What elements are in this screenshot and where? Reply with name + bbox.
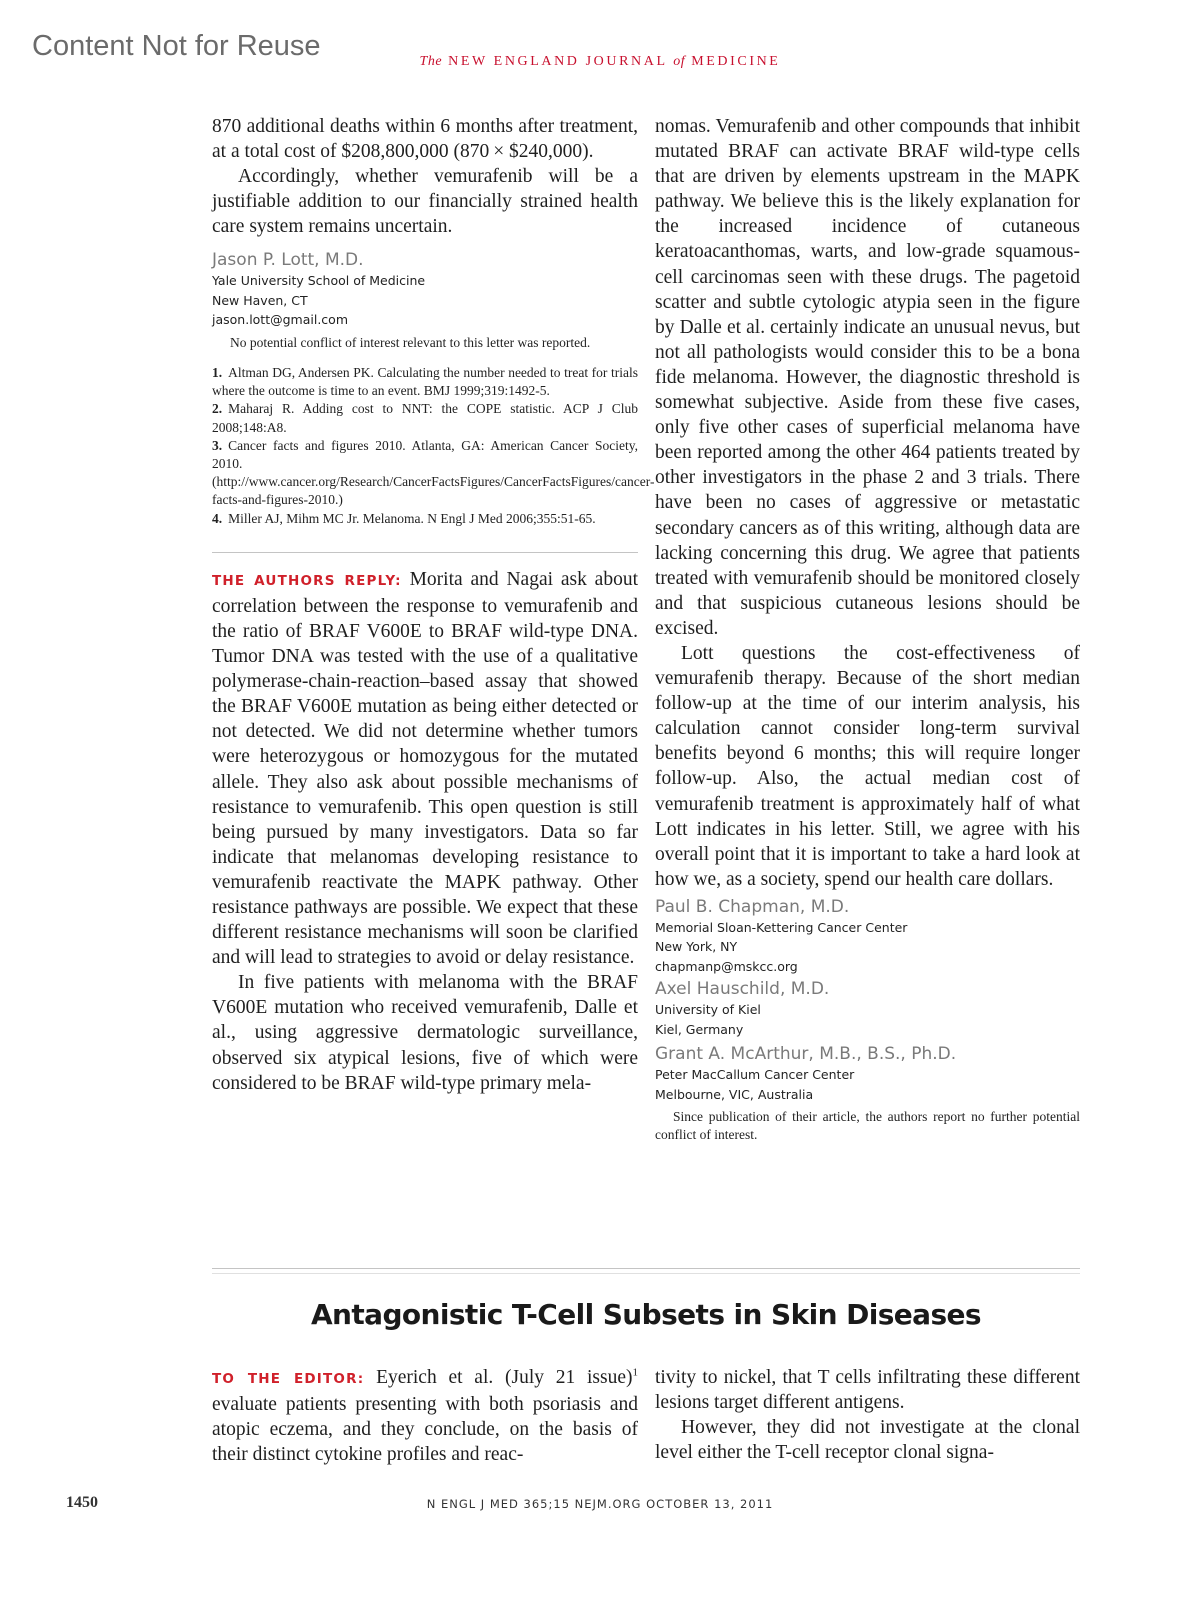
article-title: Antagonistic T-Cell Subsets in Skin Diseases <box>310 1298 982 1331</box>
to-the-editor-label: TO THE EDITOR: <box>212 1371 365 1387</box>
journal-main: NEW ENGLAND JOURNAL <box>448 54 668 69</box>
article-paragraph-1: TO THE EDITOR: Eyerich et al. (July 21 issue)$^1$ evaluate patients presenting with both psoriasis and atopic eczema, and they conclude, on the basis of their distinct cytokine profiles and reac- <box>212 1366 638 1466</box>
article-paragraph-2: tivity to nickel, that T cells infiltrating these different lesions target different antigens. <box>655 1367 1080 1414</box>
authors-reply-paragraph-2: In five patients with melanoma with the BRAF V600E mutation who received vemurafenib, Dalle et al., using aggressive dermatologic surveillance, observed six atypical lesions, five of which were considered to be BRAF wild-type primary mela- <box>212 972 638 1094</box>
author-city: Melbourne, VIC, Australia <box>655 1086 814 1102</box>
article-divider <box>212 1268 1080 1269</box>
page-number: 1450 <box>66 1494 98 1511</box>
author-name: Paul B. Chapman, M.D. <box>655 896 850 917</box>
signature-name: Jason P. Lott, M.D. <box>212 250 364 271</box>
reference-item: 1. Altman DG, Andersen PK. Calculating the number needed to treat for trials where the outcome is time to an event. BMJ 1999;319:1492-5. <box>212 364 638 399</box>
signature-city: New Haven, CT <box>212 292 308 308</box>
section-divider <box>212 552 638 553</box>
journal-of: of <box>673 54 686 69</box>
author-name: Axel Hauschild, M.D. <box>655 979 830 1000</box>
author-email[interactable]: chapmanp@mskcc.org <box>655 958 798 974</box>
reference-item: 4. Miller AJ, Mihm MC Jr. Melanoma. N Engl J Med 2006;355:51-65. <box>212 510 596 526</box>
article-right-column <box>655 1365 1080 1465</box>
signature-email[interactable]: jason.lott@gmail.com <box>212 312 348 328</box>
left-column <box>212 114 655 1096</box>
author-city: Kiel, Germany <box>655 1021 744 1037</box>
journal-header <box>0 54 1200 70</box>
left-paragraph-2: Accordingly, whether vemurafenib will be a justifiable addition to our financially strained health care system remains uncertain. <box>212 166 638 238</box>
article-left-column <box>212 1365 638 1467</box>
author-affiliation: University of Kiel <box>655 1002 761 1018</box>
signature-affiliation: Yale University School of Medicine <box>212 273 426 289</box>
authors-reply-paragraph-1: THE AUTHORS REPLY: Morita and Nagai ask about correlation between the response to vemurafenib and the ratio of BRAF V600E to BRAF wild-type DNA. Tumor DNA was tested with the use of a qualitative polymerase-chain-reaction–based assay that showed the BRAF V600E mutation as being either detected or not detected. We did not determine whether tumors were heterozygous or homozygous for the mutated allele. They also ask about possible mechanisms of resistance to vemurafenib. This open question is still being pursued by many investigators. Data so far indicate that melanomas developing resistance to vemurafenib reactivate the MAPK pathway. Other resistance pathways are possible. We expect that these different resistance mechanisms will soon be clarified and will lead to strategies to avoid or delay resistance. <box>212 568 638 969</box>
reference-item: 2. Maharaj R. Adding cost to NNT: the COPE statistic. ACP J Club 2008;148:A8. <box>212 401 638 435</box>
right-column <box>655 114 1080 1144</box>
author-affiliation: Peter MacCallum Cancer Center <box>655 1067 855 1083</box>
author-affiliation: Memorial Sloan-Kettering Cancer Center <box>655 919 908 935</box>
right-paragraph-1: nomas. Vemurafenib and other compounds that inhibit mutated BRAF can activate BRAF wild-type cells that are driven by elements upstream in the MAPK pathway. We believe this is the likely explanation for the increased incidence of cutaneous keratoacanthomas, warts, and low-grade squamous-cell carcinomas seen with these drugs. The pagetoid scatter and subtle cytologic atypia seen in the figure by Dalle et al. certainly indicate an unusual nevus, but not all pathologists would consider this to be a bona fide melanoma. However, the diagnostic threshold is somewhat subjective. Aside from these five cases, only five other cases of superficial melanoma have been reported among the other 464 patients treated by other investigators in the phase 2 and 3 trials. There have been no cases of aggressive or metastatic secondary cancers as of this writing, although data are lacking concerning this drug. We agree that patients treated with vemurafenib should be monitored closely and that suspicious cutaneous lesions should be excised. <box>655 116 1080 639</box>
reference-item: 3. Cancer facts and figures 2010. Atlanta, GA: American Cancer Society, 2010. (http://www.cancer.org/Research/CancerFactsFigures/CancerFactsFigures/cancer-facts-and-figures-2010.) <box>212 437 655 508</box>
article-divider-secondary <box>212 1273 1080 1274</box>
journal-end: MEDICINE <box>691 54 781 69</box>
author-city: New York, NY <box>655 939 738 955</box>
right-paragraph-2: Lott questions the cost-effectiveness of vemurafenib therapy. Because of the short median follow-up at the time of our interim analysis, his calculation cannot consider long-term survival benefits beyond 6 months; this will require longer follow-up. Also, the actual median cost of vemurafenib treatment is approximately half of what Lott indicates in his letter. Still, we agree with his overall point that it is important to take a hard look at how we, as a society, spend our health care dollars. <box>655 642 1080 890</box>
reference-superscript[interactable]: 1 <box>632 1366 638 1379</box>
left-paragraph-1: 870 additional deaths within 6 months after treatment, at a total cost of $208,800,000 (870 × $240,000). <box>212 116 638 163</box>
reference-list <box>212 364 655 528</box>
article-paragraph-3: However, they did not investigate at the clonal level either the T-cell receptor clonal signa- <box>655 1417 1080 1464</box>
footer-citation: N ENGL J MED 365;15 NEJM.ORG OCTOBER 13, 2011 <box>426 1497 774 1511</box>
author-name: Grant A. McArthur, M.B., B.S., Ph.D. <box>655 1044 957 1065</box>
conflict-disclosure: No potential conflict of interest relevant to this letter was reported. <box>230 334 591 350</box>
authors-reply-label: THE AUTHORS REPLY: <box>212 572 402 589</box>
authors-disclosure: Since publication of their article, the authors report no further potential conflict of interest. <box>655 1109 1080 1143</box>
journal-the: The <box>419 54 443 69</box>
watermark: Content Not for Reuse <box>32 30 321 62</box>
